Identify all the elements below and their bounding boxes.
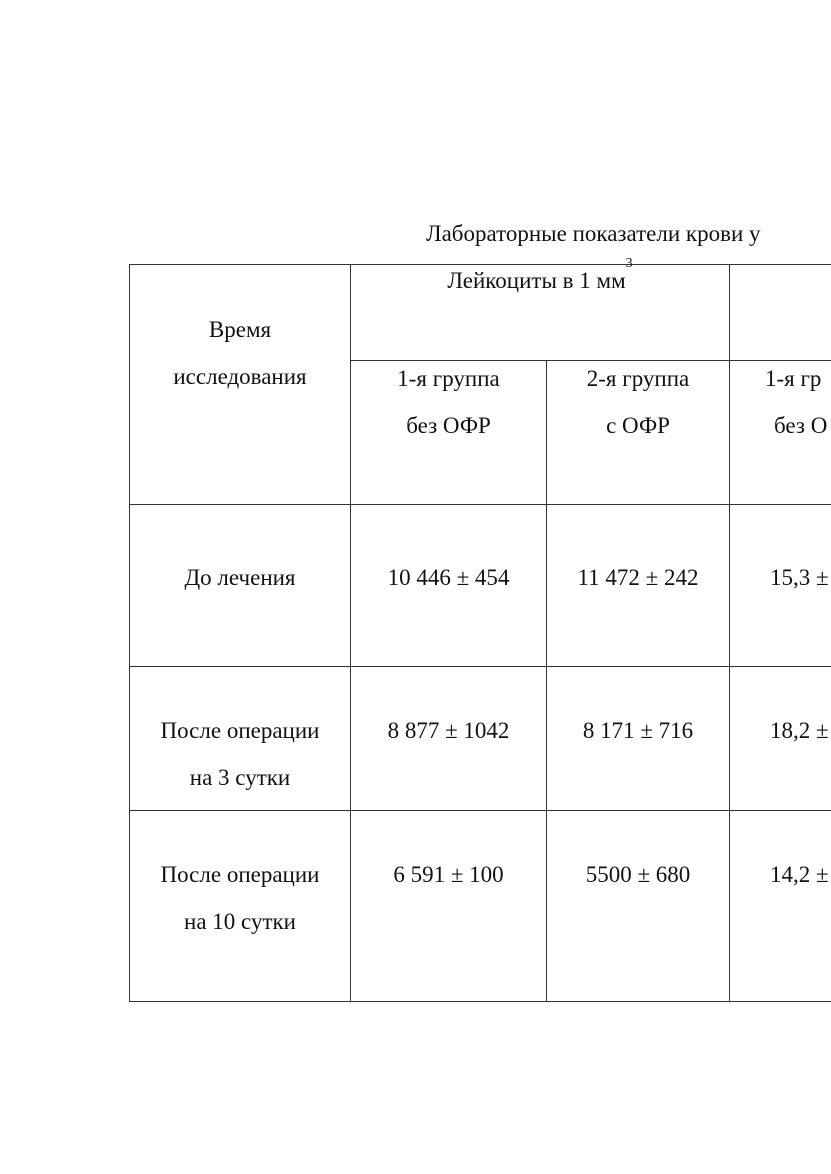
- header-time: [130, 306, 350, 400]
- row2-group1-value: 8 877 ± 1042: [387, 718, 510, 743]
- row1-time: [130, 561, 350, 595]
- row2-time-line2: на 3 сутки: [189, 765, 291, 790]
- header-time-line1: Время: [208, 317, 272, 342]
- header-group3-cut: [765, 355, 831, 449]
- row1-group1-value: 10 446 ± 454: [387, 565, 510, 590]
- table-border-bottom: [129, 1001, 831, 1002]
- row3-time-line2: на 10 сутки: [184, 909, 296, 934]
- row3-time: [130, 851, 350, 945]
- header-time-line2: исследования: [173, 364, 307, 389]
- row1-group3-value: 15,3 ±: [770, 565, 829, 590]
- header-group1-line2: без ОФР: [406, 413, 491, 438]
- row-divider-header: [129, 504, 831, 505]
- table-border-top: [129, 264, 831, 265]
- col-divider-2: [546, 360, 547, 1002]
- header-group2-line2: с ОФР: [606, 413, 670, 438]
- row2-time-line1: После операции: [160, 718, 320, 743]
- row3-group1-value: 6 591 ± 100: [393, 862, 504, 887]
- row-divider-1: [129, 666, 831, 667]
- header-group2: [547, 355, 729, 449]
- header-leukocytes-label: Лейкоциты в 1 мм: [447, 268, 626, 293]
- row2-group3-value: 18,2 ±: [770, 718, 829, 743]
- row-divider-2: [129, 810, 831, 811]
- row3-group3-value: 14,2 ±: [770, 862, 829, 887]
- row2-time: [130, 707, 350, 801]
- row1-time-line1: До лечения: [184, 565, 296, 590]
- col-divider-3: [729, 264, 730, 1002]
- header-group1-line1: 1-я группа: [397, 366, 500, 391]
- row3-time-line1: После операции: [160, 862, 320, 887]
- row3-group2-value: 5500 ± 680: [585, 862, 691, 887]
- header-group3-line1: 1-я гр: [765, 366, 822, 391]
- header-group2-line1: 2-я группа: [586, 366, 690, 391]
- header-leukocytes-sup: 3: [625, 256, 633, 271]
- header-group1: [351, 355, 546, 449]
- row1-group2-value: 11 472 ± 242: [577, 565, 699, 590]
- row2-group2-value: 8 171 ± 716: [582, 718, 694, 743]
- header-leukocytes: [351, 256, 729, 296]
- header-group3-line2: без О: [774, 413, 828, 438]
- table-caption: Лабораторные показатели крови у: [426, 221, 761, 246]
